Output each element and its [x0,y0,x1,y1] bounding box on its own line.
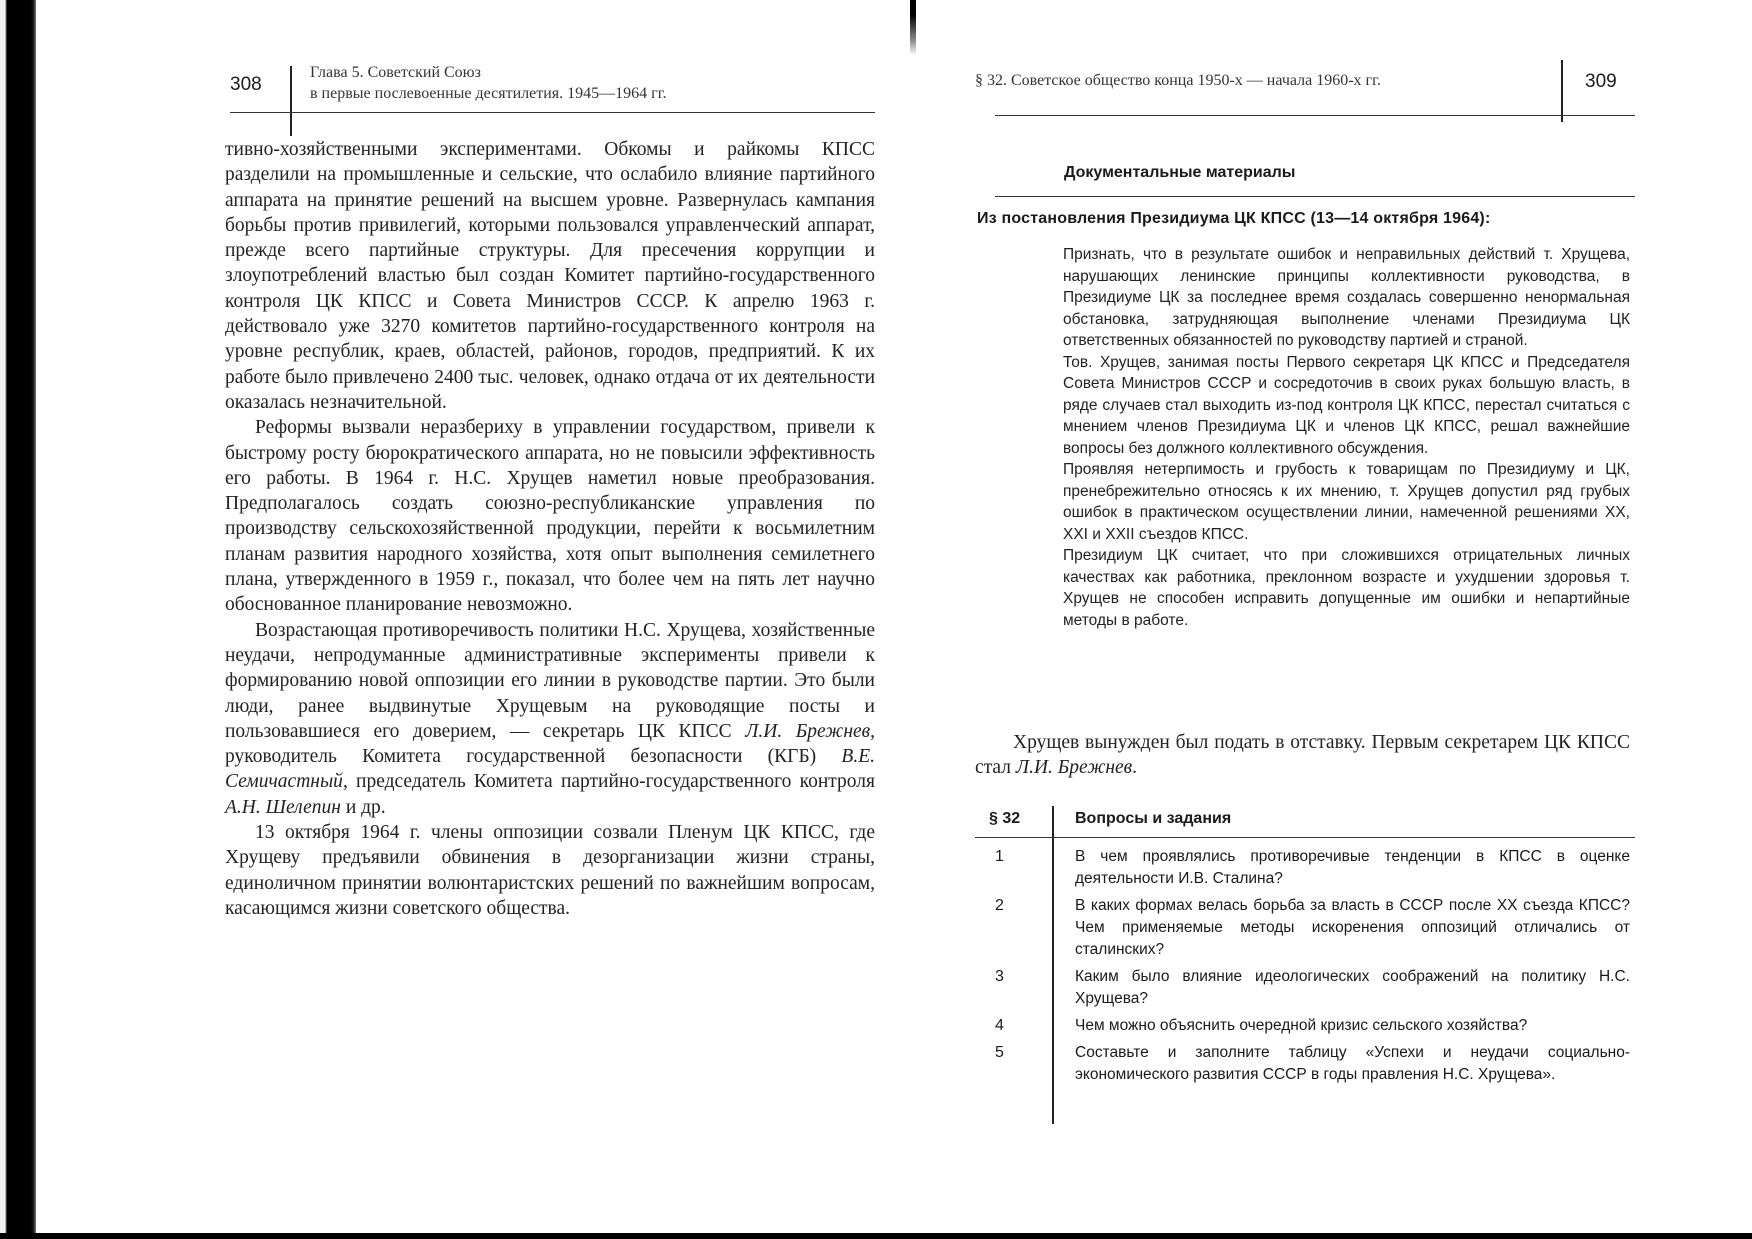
body-paragraph [225,618,875,820]
text-run: Реформы вызвали неразбериху в управлении государством, привели к быстрому росту бюрократического аппарата, но не повысили эффективность его работы. В 1964 г. Н.С. Хрущев наметил новые преобразования. Предполагалось создать союзно-республиканские управления по производству сельскохозяйственной продукции, перейти к восьмилетним планам развития народного хозяйства, хотя опыт выполнения семилетнего плана, утвержденного в 1959 г., показал, что более чем на пять лет научно обоснованное планирование невозможно. [225,417,875,616]
italic-name: В.Е. Семичастный [225,746,875,793]
closing-paragraph [975,730,1630,781]
body-paragraph [225,415,875,617]
page-number-left: 308 [230,74,262,95]
question-item [975,846,1635,890]
scan-left-edge-shadow [0,0,36,1239]
header-divider [290,66,292,136]
questions-title: Вопросы и задания [1075,810,1232,827]
question-item [975,895,1635,961]
italic-name: Л.И. Брежнев [1015,757,1133,779]
section-title: § 32. Советское общество конца 1950-х — начала 1960-х гг. [975,72,1381,89]
document-paragraph: Президиум ЦК считает, что при сложившихся отрицательных личных качествах как работника, преклонном возрасте и ухудшении здоровья т. Хрущев не способен исправить допущенные им ошибки и непартийные методы в работе. [1063,547,1630,629]
header-rule [230,112,875,113]
document-paragraph: Признать, что в результате ошибок и неправильных действий т. Хрущева, нарушающих ленинские принципы коллективности руководства, в Президиуме ЦК за последнее время создалась совершенно ненормальная обстановка, затрудняющая выполнение членами Президиума ЦК ответственных обязанностей по руководству партией и страной. [1063,246,1630,349]
body-paragraph [225,820,875,921]
document-paragraph: Проявляя нетерпимость и грубость к товарищам по Президиуму и ЦК, пренебрежительно относясь к их мнению, т. Хрущев допустил ряд грубых ошибок в практическом осуществлении линии, намеченной решениями XX, XXI и XXII съездов КПСС. [1063,461,1630,543]
italic-name: Л.И. Брежнев [745,720,871,742]
question-text: Каким было влияние идеологических соображений на политику Н.С. Хрущева? [1075,968,1630,1007]
page-number-right: 309 [1585,71,1617,92]
question-text: В каких формах велась борьба за власть в СССР после XX съезда КПСС? Чем применяемые методы искоренения оппозиций отличались от сталинских? [1075,897,1630,958]
question-text: Чем можно объяснить очередной кризис сельского хозяйства? [1075,1017,1528,1034]
book-spine-shadow [910,0,916,55]
text-run: 13 октября 1964 г. члены оппозиции созвали Пленум ЦК КПСС, где Хрущеву предъявили обвинения в дезорганизации жизни страны, единоличном принятии волюнтаристских решений по важнейшим вопросам, касающимся жизни советского общества. [225,822,875,919]
question-item [975,1015,1635,1037]
text-run: тивно-хозяйственными экспериментами. Обкомы и райкомы КПСС разделили на промышленные и сельские, что ослабило влияние партийного аппарата на принятие решений на высшем уровне. Развернулась кампания борьбы против привилегий, которыми пользовался управленческий аппарат, прежде всего партийные структуры. Для пресечения коррупции и злоупотреблений властью был создан Комитет партийно-государственного контроля ЦК КПСС и Совета Министров СССР. К апрелю 1963 г. действовало уже 3270 комитетов партийно-государственного контроля на уровне республик, краев, областей, районов, городов, предприятий. К их работе было привлечено 2400 тыс. человек, однако отдача от их деятельности оказалась незначительной. [225,139,875,413]
questions-block [975,806,1635,1091]
left-running-header [200,60,875,120]
questions-header [975,806,1635,838]
header-rule [995,115,1635,116]
left-page [200,0,875,1239]
text-run: , руководитель Комитета государственной безопасности (КГБ) [225,720,875,768]
text-run: и др. [340,796,386,818]
document-paragraph: Тов. Хрущев, занимая посты Первого секретаря ЦК КПСС и Председателя Совета Министров СССР и сосредоточив в своих руках большую власть, в ряде случаев стал выходить из-под контроля ЦК КПСС, перестал считаться с мнением членов Президиума ЦК и членов ЦК КПСС, решал важнейшие вопросы без должного коллективного обсуждения. [1063,353,1630,457]
text-run: Возрастающая противоречивость политики Н.С. Хрущева, хозяйственные неудачи, непродуманные административные эксперименты привели к формированию новой оппозиции его линии в руководстве партии. Это были люди, ранее выдвинутые Хрущевым на руководящие посты и пользовавшиеся его доверием, — секретарь ЦК КПСС [225,619,875,742]
closing-paragraph-text [975,730,1630,781]
documents-heading: Документальные материалы [1064,164,1296,181]
header-divider [1561,60,1563,122]
left-body-text [225,137,875,921]
text-run: Хрущев вынужден был подать в отставку. Первым секретарем ЦК КПСС стал [975,732,1630,779]
chapter-title-line-1: Глава 5. Советский Союз [310,64,481,81]
question-number: 4 [995,1017,1004,1034]
body-paragraph [225,137,875,415]
chapter-title [310,62,666,104]
question-number: 5 [995,1044,1004,1061]
right-page [975,0,1635,1239]
italic-name: А.Н. Шелепин [225,796,341,818]
questions-section-number: § 32 [989,810,1021,827]
questions-rule [975,837,1635,838]
questions-list [975,846,1635,1086]
question-number: 1 [995,848,1004,865]
chapter-title-line-2: в первые послевоенные десятилетия. 1945—1964 гг. [310,85,667,102]
document-excerpt [1063,244,1630,631]
question-item [975,1042,1635,1086]
right-running-header [975,60,1635,120]
question-text: Составьте и заполните таблицу «Успехи и неудачи социально-экономического развития СССР в годы правления Н.С. Хрущева». [1075,1044,1630,1083]
text-run: , председатель Комитета партийно-государственного контроля [342,771,875,793]
question-number: 2 [995,897,1004,914]
document-source-title: Из постановления Президиума ЦК КПСС (13—14 октября 1964): [977,210,1491,227]
text-run: . [1132,757,1138,779]
question-item [975,966,1635,1010]
question-number: 3 [995,968,1004,985]
documents-rule [995,196,1635,197]
question-text: В чем проявлялись противоречивые тенденции в КПСС в оценке деятельности И.В. Сталина? [1075,848,1630,887]
